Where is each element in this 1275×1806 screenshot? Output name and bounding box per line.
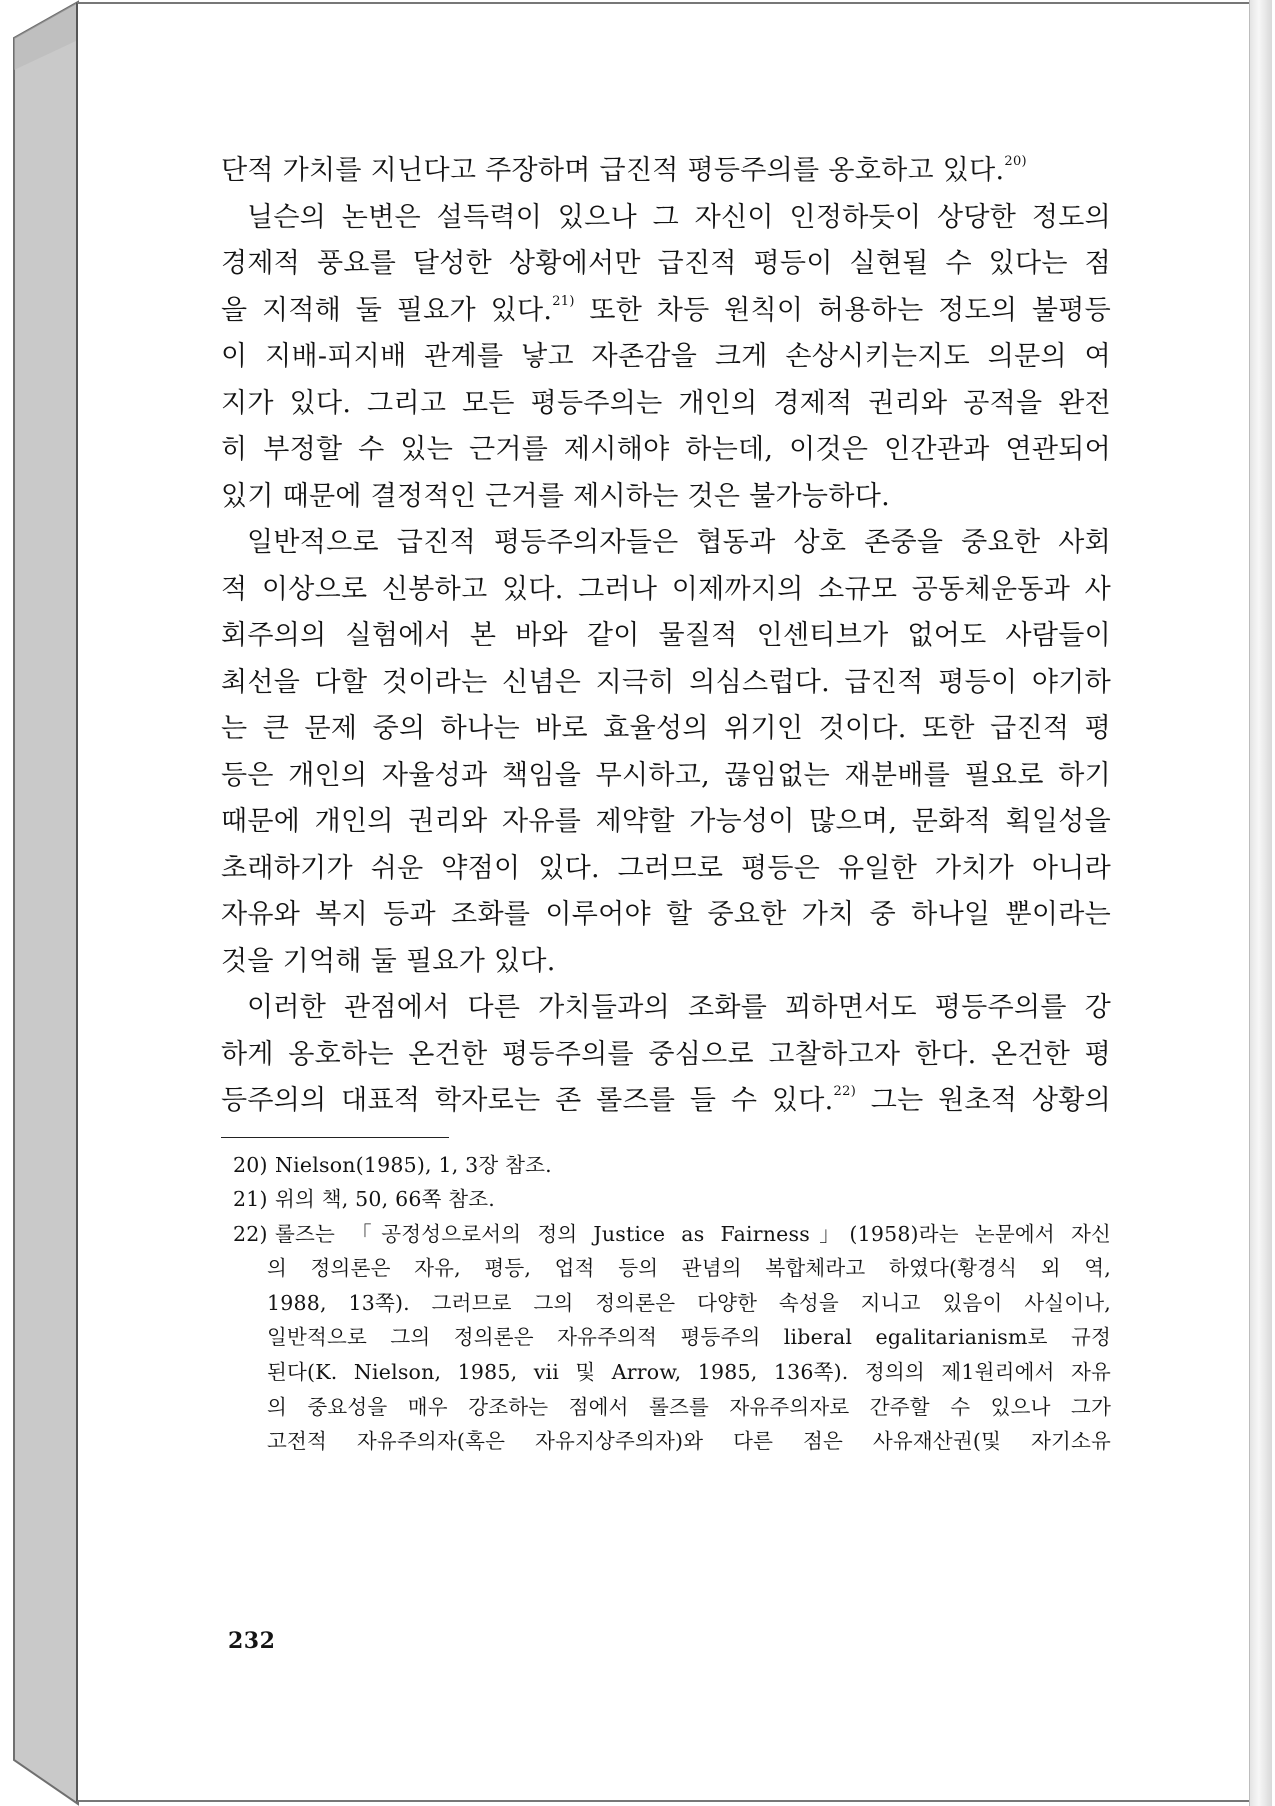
body-line-text: 을 지적해 둘 필요가 있다. bbox=[221, 294, 553, 326]
footnote-text: 롤즈는 「공정성으로서의 정의 Justice as Fairness」(1958)라는 논문에서 자신 bbox=[275, 1221, 1111, 1246]
footnote-text: 된다(K. Nielson, 1985, vii 및 Arrow, 1985, 136쪽). 정의의 제1원리에서 자유 bbox=[267, 1360, 1111, 1385]
body-line bbox=[221, 660, 1111, 707]
body-line-text: 하게 옹호하는 온건한 평등주의를 중심으로 고찰하고자 한다. 온건한 평 bbox=[221, 1038, 1111, 1070]
body-line bbox=[221, 195, 1111, 242]
footnote-line bbox=[221, 1355, 1111, 1390]
body-line-text: 적 이상으로 신봉하고 있다. 그러나 이제까지의 소규모 공동체운동과 사 bbox=[221, 573, 1111, 605]
footnote-marker[interactable]: 20) bbox=[1004, 154, 1027, 169]
body-line-text: 것을 기억해 둘 필요가 있다. bbox=[221, 945, 556, 977]
footnote-text: 1988, 13쪽). 그러므로 그의 정의론은 다양한 속성을 지니고 있음이 사실이나, bbox=[267, 1290, 1111, 1315]
body-line bbox=[221, 892, 1111, 939]
footnote-line bbox=[221, 1390, 1111, 1425]
body-line-text: 등주의의 대표적 학자로는 존 롤즈를 들 수 있다. bbox=[221, 1085, 834, 1116]
footnote-number: 22) bbox=[233, 1221, 268, 1246]
body-line-text: 초래하기가 쉬운 약점이 있다. 그러므로 평등은 유일한 가치가 아니라 bbox=[221, 852, 1111, 884]
body-line-text: 는 큰 문제 중의 하나는 바로 효율성의 위기인 것이다. 또한 급진적 평 bbox=[221, 713, 1111, 744]
body-line-text: 이러한 관점에서 다른 가치들과의 조화를 꾀하면서도 평등주의를 강 bbox=[247, 992, 1111, 1023]
body-line-text: 회주의의 실험에서 본 바와 같이 물질적 인센티브가 없어도 사람들이 bbox=[221, 620, 1111, 651]
footnote-line bbox=[221, 1424, 1111, 1459]
footnote-text: 의 정의론은 자유, 평등, 업적 등의 관념의 복합체라고 하였다(황경식 외 역, bbox=[267, 1256, 1111, 1281]
body-line bbox=[221, 241, 1111, 288]
body-line bbox=[221, 846, 1111, 893]
footnotes bbox=[221, 1148, 1111, 1459]
body-line-text: 자유와 복지 등과 조화를 이루어야 할 중요한 가치 중 하나일 뿐이라는 bbox=[221, 899, 1111, 930]
page-content bbox=[221, 148, 1111, 1459]
body-line-text: 지가 있다. 그리고 모든 평등주의는 개인의 경제적 권리와 공적을 완전 bbox=[221, 387, 1111, 419]
footnote-line bbox=[221, 1217, 1111, 1252]
body-line bbox=[221, 939, 1111, 986]
footnote-marker[interactable]: 22) bbox=[833, 1084, 857, 1099]
footnote-line bbox=[221, 1320, 1111, 1355]
body-line bbox=[221, 1078, 1111, 1125]
body-line bbox=[221, 520, 1111, 567]
body-line-text: 닐슨의 논변은 설득력이 있으나 그 자신이 인정하듯이 상당한 정도의 bbox=[247, 201, 1111, 233]
page-edge bbox=[1249, 0, 1272, 1806]
body-line-text: 최선을 다할 것이라는 신념은 지극히 의심스럽다. 급진적 평등이 야기하 bbox=[221, 666, 1111, 698]
body-line-text: 있기 때문에 결정적인 근거를 제시하는 것은 불가능하다. bbox=[221, 480, 890, 512]
body-line bbox=[221, 567, 1111, 614]
footnote-line bbox=[221, 1182, 1111, 1217]
body-line bbox=[221, 427, 1111, 474]
footnote-line bbox=[221, 1148, 1111, 1183]
body-line bbox=[221, 334, 1111, 381]
body-line bbox=[221, 381, 1111, 428]
body-line bbox=[221, 148, 1111, 195]
footnote-line bbox=[221, 1251, 1111, 1286]
page-number: 232 bbox=[228, 1628, 276, 1654]
footnote-number: 21) bbox=[233, 1187, 268, 1212]
body-line bbox=[221, 985, 1111, 1032]
body-line bbox=[221, 706, 1111, 753]
body-line bbox=[221, 1032, 1111, 1079]
footnote-rule bbox=[221, 1137, 449, 1138]
body-line bbox=[221, 613, 1111, 660]
body-line bbox=[221, 753, 1111, 800]
body-line bbox=[221, 288, 1111, 335]
body-line-text: 경제적 풍요를 달성한 상황에서만 급진적 평등이 실현될 수 있다는 점 bbox=[221, 248, 1111, 279]
footnote-number: 20) bbox=[233, 1152, 268, 1177]
body-line-text: 일반적으로 급진적 평등주의자들은 협동과 상호 존중을 중요한 사회 bbox=[247, 527, 1111, 558]
footnote-line bbox=[221, 1286, 1111, 1321]
body-line bbox=[221, 799, 1111, 846]
footnote-text: 고전적 자유주의자(혹은 자유지상주의자)와 다른 점은 사유재산권(및 자기소유 bbox=[267, 1429, 1111, 1454]
body-line bbox=[221, 474, 1111, 521]
footnote-text: 위의 책, 50, 66쪽 참조. bbox=[275, 1187, 496, 1212]
body-line-text: 등은 개인의 자율성과 책임을 무시하고, 끊임없는 재분배를 필요로 하기 bbox=[221, 759, 1111, 791]
body-line-text: 단적 가치를 지닌다고 주장하며 급진적 평등주의를 옹호하고 있다. bbox=[221, 155, 1005, 186]
body-line-text: 히 부정할 수 있는 근거를 제시해야 하는데, 이것은 인간관과 연관되어 bbox=[221, 434, 1111, 465]
body-line-text: 이 지배-피지배 관계를 낳고 자존감을 크게 손상시키는지도 의문의 여 bbox=[221, 341, 1111, 372]
footnote-marker[interactable]: 21) bbox=[552, 293, 575, 309]
footnote-text: 일반적으로 그의 정의론은 자유주의적 평등주의 liberal egalitarianism로 규정 bbox=[267, 1325, 1111, 1350]
body-text bbox=[221, 148, 1111, 1125]
body-line-text: 때문에 개인의 권리와 자유를 제약할 가능성이 많으며, 문화적 획일성을 bbox=[221, 806, 1111, 837]
footnote-text: Nielson(1985), 1, 3장 참조. bbox=[275, 1152, 552, 1177]
body-line-text-continued: 또한 차등 원칙이 허용하는 정도의 불평등 bbox=[574, 294, 1111, 326]
footnote-text: 의 중요성을 매우 강조하는 점에서 롤즈를 자유주의자로 간주할 수 있으나 그가 bbox=[267, 1394, 1111, 1419]
body-line-text-continued: 그는 원초적 상황의 bbox=[856, 1085, 1112, 1116]
